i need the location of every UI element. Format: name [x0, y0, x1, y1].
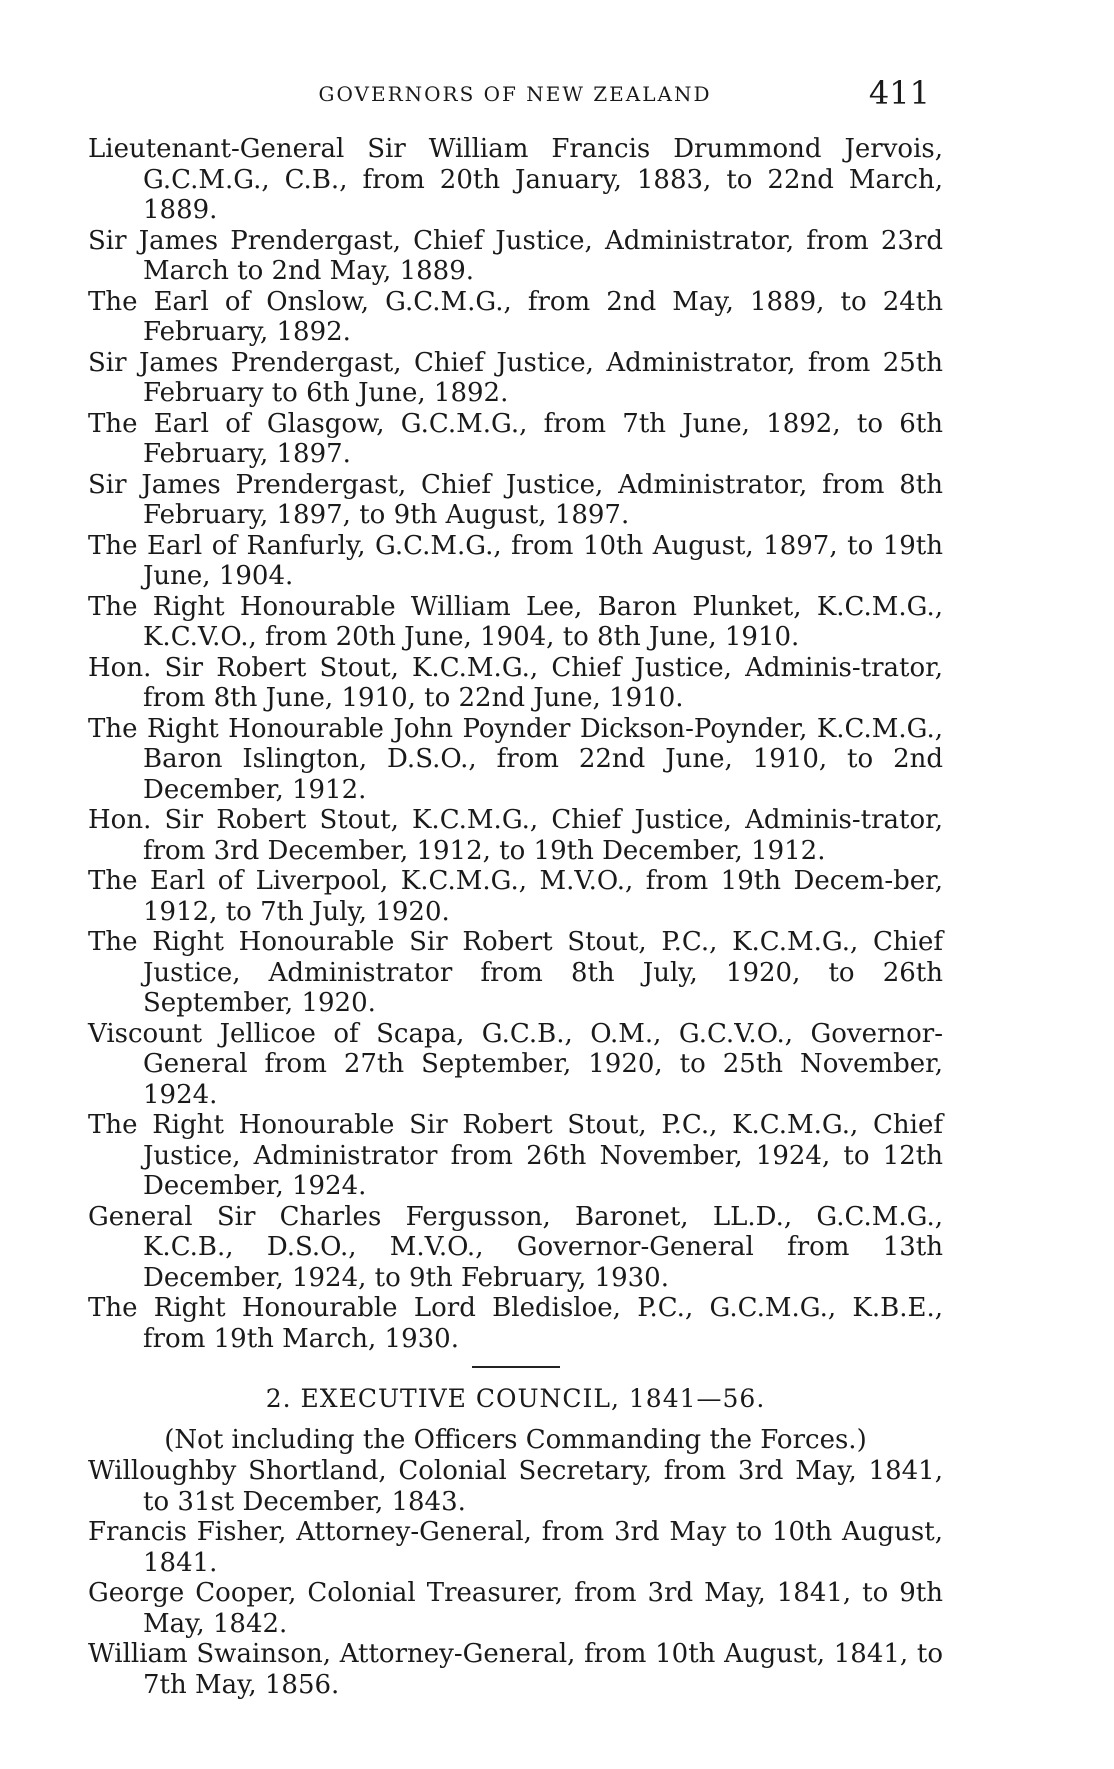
governor-entry: The Right Honourable John Poynder Dickson-Poynder, K.C.M.G., Baron Islington, D.S.O., from 22nd June, 1910, to 2nd December, 1912. — [88, 713, 943, 805]
governor-entry: The Earl of Onslow, G.C.M.G., from 2nd May, 1889, to 24th February, 1892. — [88, 286, 943, 347]
governor-entry: General Sir Charles Fergusson, Baronet, LL.D., G.C.M.G., K.C.B., D.S.O., M.V.O., Governor-General from 13th December, 1924, to 9th February, 1930. — [88, 1201, 943, 1293]
governor-entry: Hon. Sir Robert Stout, K.C.M.G., Chief Justice, Adminis-trator, from 3rd December, 1912, to 19th December, 1912. — [88, 805, 943, 866]
section-divider — [472, 1366, 560, 1368]
running-title: GOVERNORS OF NEW ZEALAND — [318, 82, 712, 106]
governors-list — [88, 134, 943, 1354]
governor-entry: Sir James Prendergast, Chief Justice, Administrator, from 8th February, 1897, to 9th August, 1897. — [88, 469, 943, 530]
governor-entry: Hon. Sir Robert Stout, K.C.M.G., Chief Justice, Adminis-trator, from 8th June, 1910, to 22nd June, 1910. — [88, 652, 943, 713]
governor-entry: The Earl of Ranfurly, G.C.M.G., from 10th August, 1897, to 19th June, 1904. — [88, 530, 943, 591]
governor-entry: The Right Honourable Sir Robert Stout, P.C., K.C.M.G., Chief Justice, Administrator from 8th July, 1920, to 26th September, 1920. — [88, 927, 943, 1018]
section-heading: 2. EXECUTIVE COUNCIL, 1841—56. — [265, 1384, 766, 1413]
governor-entry: The Right Honourable Sir Robert Stout, P.C., K.C.M.G., Chief Justice, Administrator from 26th November, 1924, to 12th December, 1924. — [88, 1110, 943, 1201]
council-member-entry: Francis Fisher, Attorney-General, from 3rd May to 10th August, 1841. — [88, 1517, 943, 1578]
council-member-entry: George Cooper, Colonial Treasurer, from 3rd May, 1841, to 9th May, 1842. — [88, 1578, 943, 1639]
page-number: 411 — [868, 74, 930, 112]
governor-entry: Sir James Prendergast, Chief Justice, Administrator, from 23rd March to 2nd May, 1889. — [88, 225, 943, 286]
governor-entry: The Right Honourable William Lee, Baron Plunket, K.C.M.G., K.C.V.O., from 20th June, 1904, to 8th June, 1910. — [88, 591, 943, 652]
governor-entry: Viscount Jellicoe of Scapa, G.C.B., O.M., G.C.V.O., Governor-General from 27th September, 1920, to 25th November, 1924. — [88, 1018, 943, 1110]
governor-entry: The Right Honourable Lord Bledisloe, P.C., G.C.M.G., K.B.E., from 19th March, 1930. — [88, 1293, 943, 1354]
council-list — [88, 1456, 943, 1700]
governor-entry: The Earl of Glasgow, G.C.M.G., from 7th June, 1892, to 6th February, 1897. — [88, 408, 943, 469]
council-member-entry: William Swainson, Attorney-General, from 10th August, 1841, to 7th May, 1856. — [88, 1639, 943, 1700]
entries-column — [88, 134, 943, 1700]
section-note: (Not including the Officers Commanding the Forces.) — [164, 1425, 867, 1455]
governor-entry: The Earl of Liverpool, K.C.M.G., M.V.O., from 19th Decem-ber, 1912, to 7th July, 1920. — [88, 866, 943, 927]
running-head — [90, 74, 940, 120]
council-member-entry: Willoughby Shortland, Colonial Secretary, from 3rd May, 1841, to 31st December, 1843. — [88, 1456, 943, 1517]
governor-entry: Lieutenant-General Sir William Francis Drummond Jervois, G.C.M.G., C.B., from 20th January, 1883, to 22nd March, 1889. — [88, 134, 943, 225]
governor-entry: Sir James Prendergast, Chief Justice, Administrator, from 25th February to 6th June, 1892. — [88, 347, 943, 408]
